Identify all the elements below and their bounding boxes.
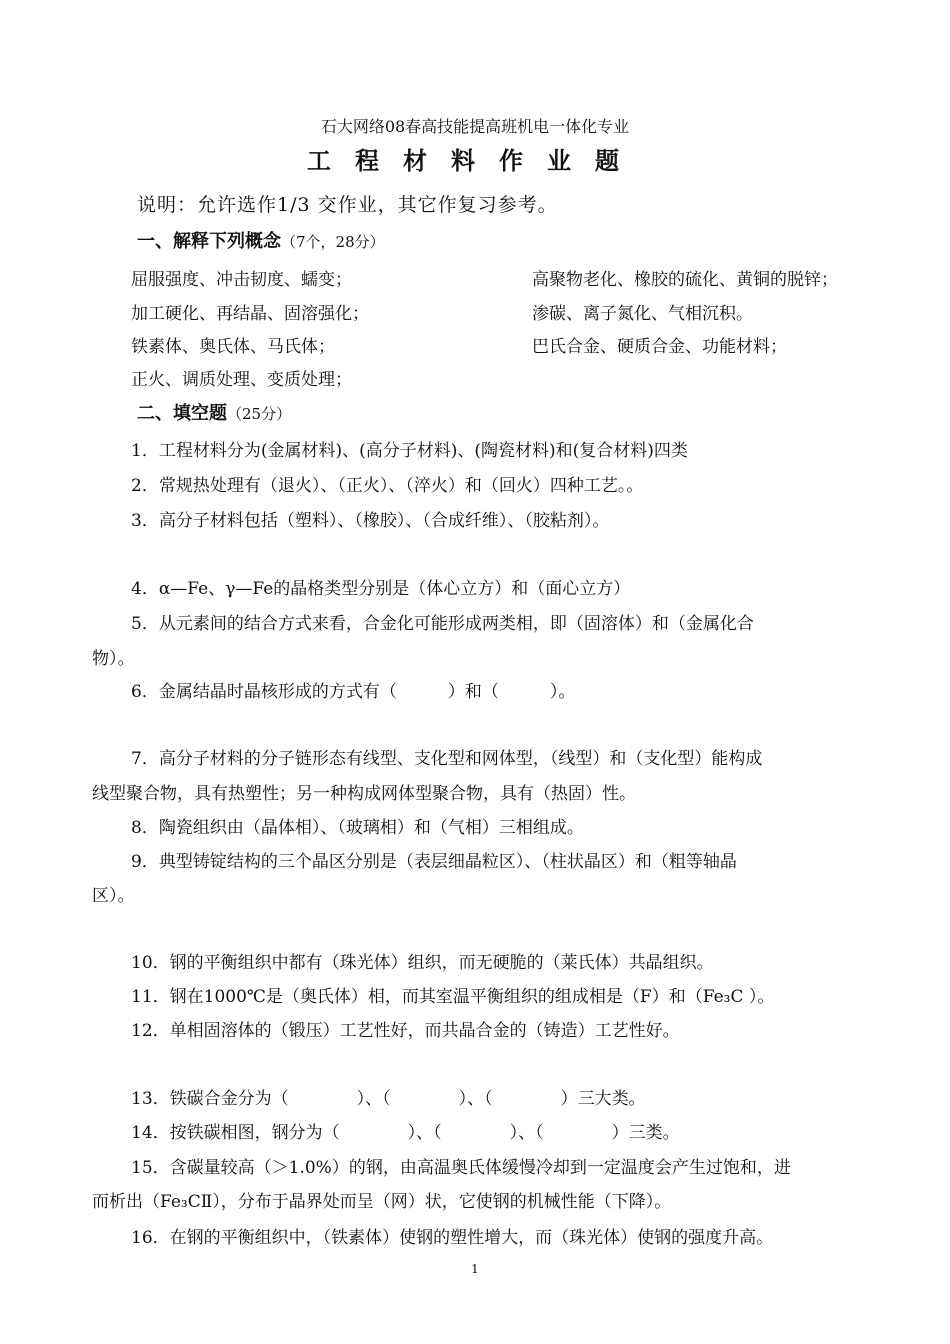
concept-list-item: 巴氏合金、硬质合金、功能材料；: [532, 337, 787, 357]
concept-list-item: 屈服强度、冲击韧度、蠕变；: [131, 270, 352, 290]
question-line: 区）。: [92, 886, 135, 906]
question-line: 16．在钢的平衡组织中，（铁素体）使钢的塑性增大，而（珠光体）使钢的强度升高。: [131, 1228, 774, 1248]
section1-heading-note: （7个，28分）: [281, 233, 385, 251]
concept-list-item: 高聚物老化、橡胶的硫化、黄铜的脱锌；: [532, 270, 838, 290]
question-line: 3．高分子材料包括（塑料）、（橡胶）、（合成纤维）、（胶粘剂）。: [131, 511, 610, 531]
question-line: 12．单相固溶体的（锻压）工艺性好，而共晶合金的（铸造）工艺性好。: [131, 1021, 680, 1041]
page-number: 1: [471, 1262, 479, 1276]
concept-list-item: 铁素体、奥氏体、马氏体；: [131, 337, 335, 357]
question-line: 14．按铁碳相图，钢分为（ ）、（ ）、（ ）三类。: [131, 1123, 680, 1143]
section2-heading-text: 二、填空题: [137, 403, 227, 424]
section1-heading: [137, 231, 385, 253]
question-line: 7．高分子材料的分子链形态有线型、支化型和网体型，（线型）和（支化型）能构成: [131, 749, 763, 769]
question-line: 11．钢在1000℃是（奥氏体）相，而其室温平衡组织的组成相是（F）和（Fe₃C ）。: [131, 987, 775, 1007]
question-line: 9．典型铸锭结构的三个晶区分别是（表层细晶粒区）、（柱状晶区）和（粗等轴晶: [131, 852, 737, 872]
section2-heading: [137, 403, 291, 425]
question-line: 物）。: [92, 649, 135, 669]
section2-heading-note: （25分）: [227, 405, 292, 423]
question-line: 13．铁碳合金分为（ ）、（ ）、（ ）三大类。: [131, 1089, 646, 1109]
question-line: 5．从元素间的结合方式来看，合金化可能形成两类相，即（固溶体）和（金属化合: [131, 614, 754, 634]
document-subtitle: 石大网络08春高技能提高班机电一体化专业: [320, 117, 630, 136]
concept-list-item: 正火、调质处理、变质处理；: [131, 370, 352, 390]
question-line: 1．工程材料分为(金属材料)、(高分子材料)、(陶瓷材料)和(复合材料)四类: [131, 441, 688, 461]
question-line: 6．金属结晶时晶核形成的方式有（ ）和（ ）。: [131, 682, 576, 702]
question-line: 而析出（Fe₃CⅡ），分布于晶界处而呈（网）状，它使钢的机械性能（下降）。: [92, 1192, 672, 1212]
instruction-note: 说明：允许选作1/3 交作业，其它作复习参考。: [137, 194, 558, 216]
concept-list-item: 加工硬化、再结晶、固溶强化；: [131, 304, 369, 324]
question-line: 线型聚合物，具有热塑性；另一种构成网体型聚合物，具有（热固）性。: [92, 784, 636, 804]
question-line: 15．含碳量较高（＞1.0%）的钢，由高温奥氏体缓慢冷却到一定温度会产生过饱和，进: [131, 1158, 791, 1178]
question-line: 8．陶瓷组织由（晶体相）、（玻璃相）和（气相）三相组成。: [131, 818, 584, 838]
question-line: 2．常规热处理有（退火）、（正火）、（淬火）和（回火）四种工艺。。: [131, 476, 644, 496]
question-line: 10．钢的平衡组织中都有（珠光体）组织，而无硬脆的（莱氏体）共晶组织。: [131, 953, 714, 973]
question-line: 4．α—Fe、γ—Fe的晶格类型分别是（体心立方）和（面心立方）: [131, 579, 631, 599]
concept-list-item: 渗碳、离子氮化、气相沉积。: [532, 304, 753, 324]
document-title: 工程材料作业题: [307, 147, 643, 175]
section1-heading-text: 一、解释下列概念: [137, 231, 281, 252]
